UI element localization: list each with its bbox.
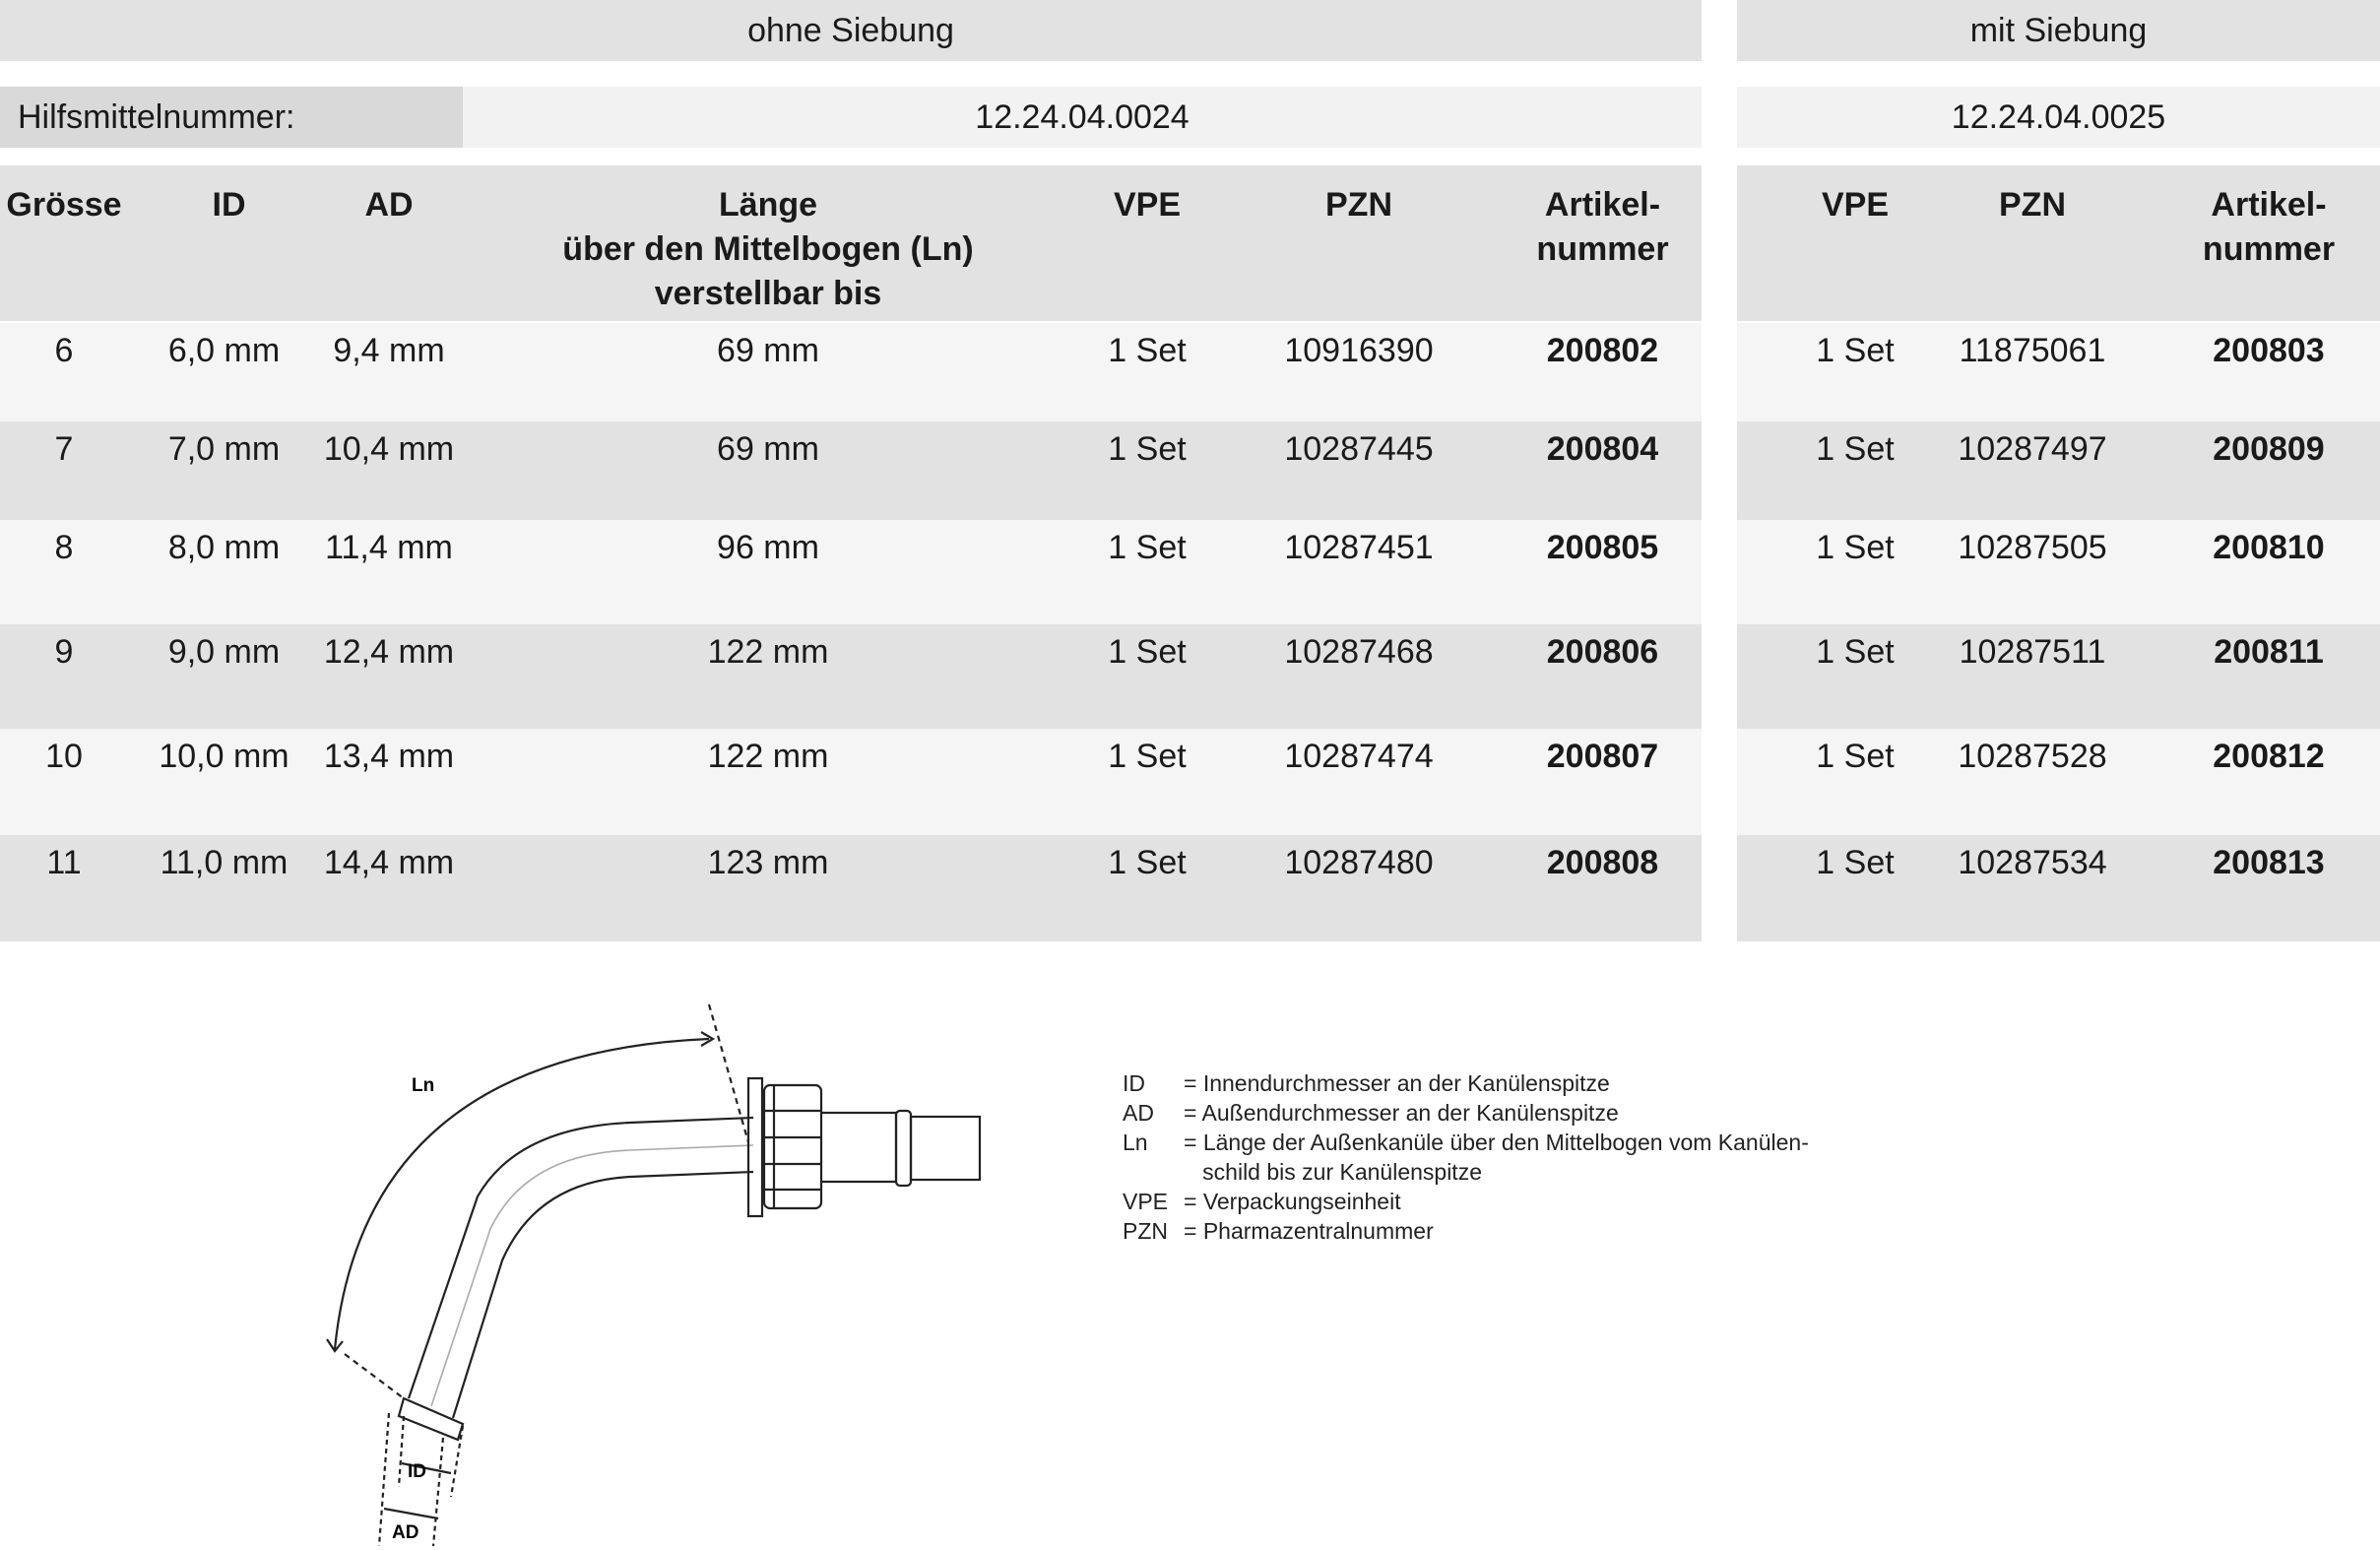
table-row (1737, 729, 2380, 835)
cell-id: 7,0 mm (167, 430, 281, 468)
legend-item (1123, 1128, 1853, 1157)
ln-dimension-arc (335, 1039, 709, 1349)
ad-dimension-line (384, 1509, 438, 1518)
hilfsmittel-value-left (463, 87, 1702, 148)
col-header-laenge-line3: verstellbar bis (654, 275, 882, 312)
table-row (0, 624, 1702, 729)
cell-laenge: 123 mm (707, 844, 829, 881)
cell-ad: 14,4 mm (323, 844, 455, 881)
legend-description: = Pharmazentralnummer (1184, 1218, 1434, 1244)
col-header-art-right-line2: nummer (2202, 230, 2336, 268)
connector-adapter (821, 1113, 896, 1182)
cell-artikelnummer: 200805 (1546, 529, 1659, 566)
cell-pzn: 10287445 (1284, 430, 1434, 468)
cell-id: 10,0 mm (159, 738, 289, 775)
cell-ad: 13,4 mm (323, 738, 455, 775)
cell-vpe: 1 Set (1108, 844, 1187, 881)
cell-pzn-right: 11875061 (1959, 332, 2106, 369)
cell-laenge: 96 mm (717, 529, 819, 566)
cell-vpe-right: 1 Set (1816, 430, 1895, 468)
cell-groesse: 10 (45, 738, 83, 775)
cell-laenge: 69 mm (717, 332, 819, 369)
cell-laenge: 69 mm (717, 430, 819, 468)
col-header-ad: AD (364, 186, 414, 224)
cannula-tip (399, 1398, 463, 1440)
cell-pzn: 10287468 (1284, 633, 1434, 671)
cell-pzn: 10287474 (1284, 738, 1434, 775)
col-header-vpe: VPE (1113, 186, 1182, 224)
col-header-artikelnummer-right (2170, 183, 2367, 272)
cell-artikelnummer-right: 200809 (2213, 430, 2325, 468)
cell-pzn: 10916390 (1284, 332, 1434, 369)
cell-vpe-right: 1 Set (1816, 844, 1895, 881)
legend-abbreviation: ID (1123, 1070, 1145, 1096)
group-label-right: mit Siebung (1969, 11, 2148, 49)
table-row (1737, 323, 2380, 421)
cell-laenge: 122 mm (707, 633, 829, 671)
cell-vpe-right: 1 Set (1816, 738, 1895, 775)
legend-abbreviation: VPE (1123, 1189, 1169, 1214)
cell-vpe: 1 Set (1108, 738, 1187, 775)
cell-artikelnummer: 200806 (1546, 633, 1659, 671)
col-header-pzn-right: PZN (1999, 186, 2066, 224)
cell-artikelnummer-right: 200810 (2213, 529, 2325, 566)
group-header-ohne-siebung (0, 0, 1702, 61)
cell-artikelnummer: 200807 (1546, 738, 1659, 775)
hilfsmittel-number-left: 12.24.04.0024 (975, 97, 1190, 136)
legend-description: = Länge der Außenkanüle über den Mittelbogen vom Kanülen- (1184, 1130, 1809, 1155)
hilfsmittel-value-right (1737, 87, 2380, 148)
cell-pzn: 10287451 (1284, 529, 1434, 566)
cell-vpe: 1 Set (1108, 529, 1187, 566)
col-header-laenge (492, 183, 1044, 316)
cell-pzn: 10287480 (1284, 844, 1434, 881)
legend-description: schild bis zur Kanülenspitze (1184, 1159, 1482, 1185)
table-header-right (1737, 165, 2380, 321)
table-row (1737, 835, 2380, 941)
cell-artikelnummer: 200802 (1546, 332, 1659, 369)
cell-laenge: 122 mm (707, 738, 829, 775)
legend-abbreviation (1123, 1157, 1184, 1187)
col-header-id: ID (212, 186, 246, 224)
cell-artikelnummer-right: 200811 (2214, 633, 2324, 671)
hilfsmittel-number-right: 12.24.04.0025 (1951, 97, 2166, 136)
col-header-laenge-line1: Länge (718, 186, 818, 224)
legend-item (1123, 1098, 1853, 1128)
table-row (0, 520, 1702, 624)
col-header-groesse: Grösse (6, 186, 122, 224)
cell-vpe: 1 Set (1108, 633, 1187, 671)
col-header-artikelnummer (1507, 183, 1699, 272)
cell-vpe-right: 1 Set (1816, 332, 1895, 369)
cell-id: 6,0 mm (167, 332, 281, 369)
group-label-left: ohne Siebung (747, 11, 954, 49)
group-header-mit-siebung (1737, 0, 2380, 61)
table-row (1737, 421, 2380, 520)
cell-id: 8,0 mm (167, 529, 281, 566)
tube-outer-top-edge (409, 1118, 753, 1398)
legend-description: = Verpackungseinheit (1184, 1189, 1401, 1214)
legend-abbreviation: Ln (1123, 1130, 1148, 1155)
cell-pzn-right: 10287505 (1958, 529, 2107, 566)
cell-ad: 9,4 mm (333, 332, 445, 369)
cannula-diagram (305, 995, 995, 1546)
cell-groesse: 8 (54, 529, 74, 566)
diagram-label-ln: Ln (412, 1075, 435, 1096)
diagram-label-ad: AD (392, 1522, 419, 1543)
cell-groesse: 11 (46, 844, 82, 881)
cell-id: 11,0 mm (160, 844, 289, 881)
legend-abbreviation: PZN (1123, 1218, 1168, 1244)
cell-artikelnummer: 200804 (1546, 430, 1659, 468)
cell-groesse: 9 (54, 633, 74, 671)
cell-groesse: 6 (54, 332, 74, 369)
legend-abbreviation: AD (1123, 1100, 1154, 1126)
table-row (0, 323, 1702, 421)
cell-pzn-right: 10287497 (1958, 430, 2107, 468)
col-header-laenge-line2: über den Mittelbogen (Ln) (562, 230, 974, 268)
table-row (1737, 520, 2380, 624)
cell-ad: 11,4 mm (325, 529, 453, 566)
table-row (0, 835, 1702, 941)
cell-vpe-right: 1 Set (1816, 633, 1895, 671)
table-row (0, 729, 1702, 835)
cell-groesse: 7 (54, 430, 74, 468)
cell-vpe: 1 Set (1108, 332, 1187, 369)
cell-vpe-right: 1 Set (1816, 529, 1895, 566)
table-row (0, 421, 1702, 520)
cell-ad: 10,4 mm (323, 430, 455, 468)
cell-artikelnummer-right: 200803 (2213, 332, 2325, 369)
cell-artikelnummer-right: 200812 (2213, 738, 2325, 775)
cell-id: 9,0 mm (167, 633, 281, 671)
legend-item (1123, 1216, 1853, 1246)
col-header-vpe-right: VPE (1821, 186, 1890, 224)
hilfsmittel-label (0, 87, 463, 148)
cell-ad: 12,4 mm (323, 633, 455, 671)
tube-outer-bottom-edge (453, 1172, 753, 1418)
col-header-art-line2: nummer (1536, 230, 1669, 268)
legend-description: = Außendurchmesser an der Kanülenspitze (1184, 1100, 1619, 1126)
cell-pzn-right: 10287534 (1958, 844, 2107, 881)
legend-item (1123, 1187, 1853, 1216)
legend-description: = Innendurchmesser an der Kanülenspitze (1184, 1070, 1610, 1096)
cell-artikelnummer-right: 200813 (2213, 844, 2325, 881)
cannula-shield (748, 1078, 762, 1216)
tube-inner-line (431, 1145, 753, 1406)
diagram-label-id: ID (408, 1461, 426, 1482)
cell-pzn-right: 10287511 (1959, 633, 2106, 671)
col-header-pzn: PZN (1325, 186, 1392, 224)
hilfsmittel-label-text: Hilfsmittelnummer: (18, 97, 295, 136)
legend-item (1123, 1157, 1853, 1187)
abbreviation-legend (1123, 1068, 1853, 1246)
cell-vpe: 1 Set (1108, 430, 1187, 468)
col-header-art-right-line1: Artikel- (2211, 186, 2327, 224)
legend-item (1123, 1068, 1853, 1098)
cell-pzn-right: 10287528 (1958, 738, 2107, 775)
table-row (1737, 624, 2380, 729)
cell-artikelnummer: 200808 (1546, 844, 1659, 881)
col-header-art-line1: Artikel- (1544, 186, 1661, 224)
table-header-left (0, 165, 1702, 321)
